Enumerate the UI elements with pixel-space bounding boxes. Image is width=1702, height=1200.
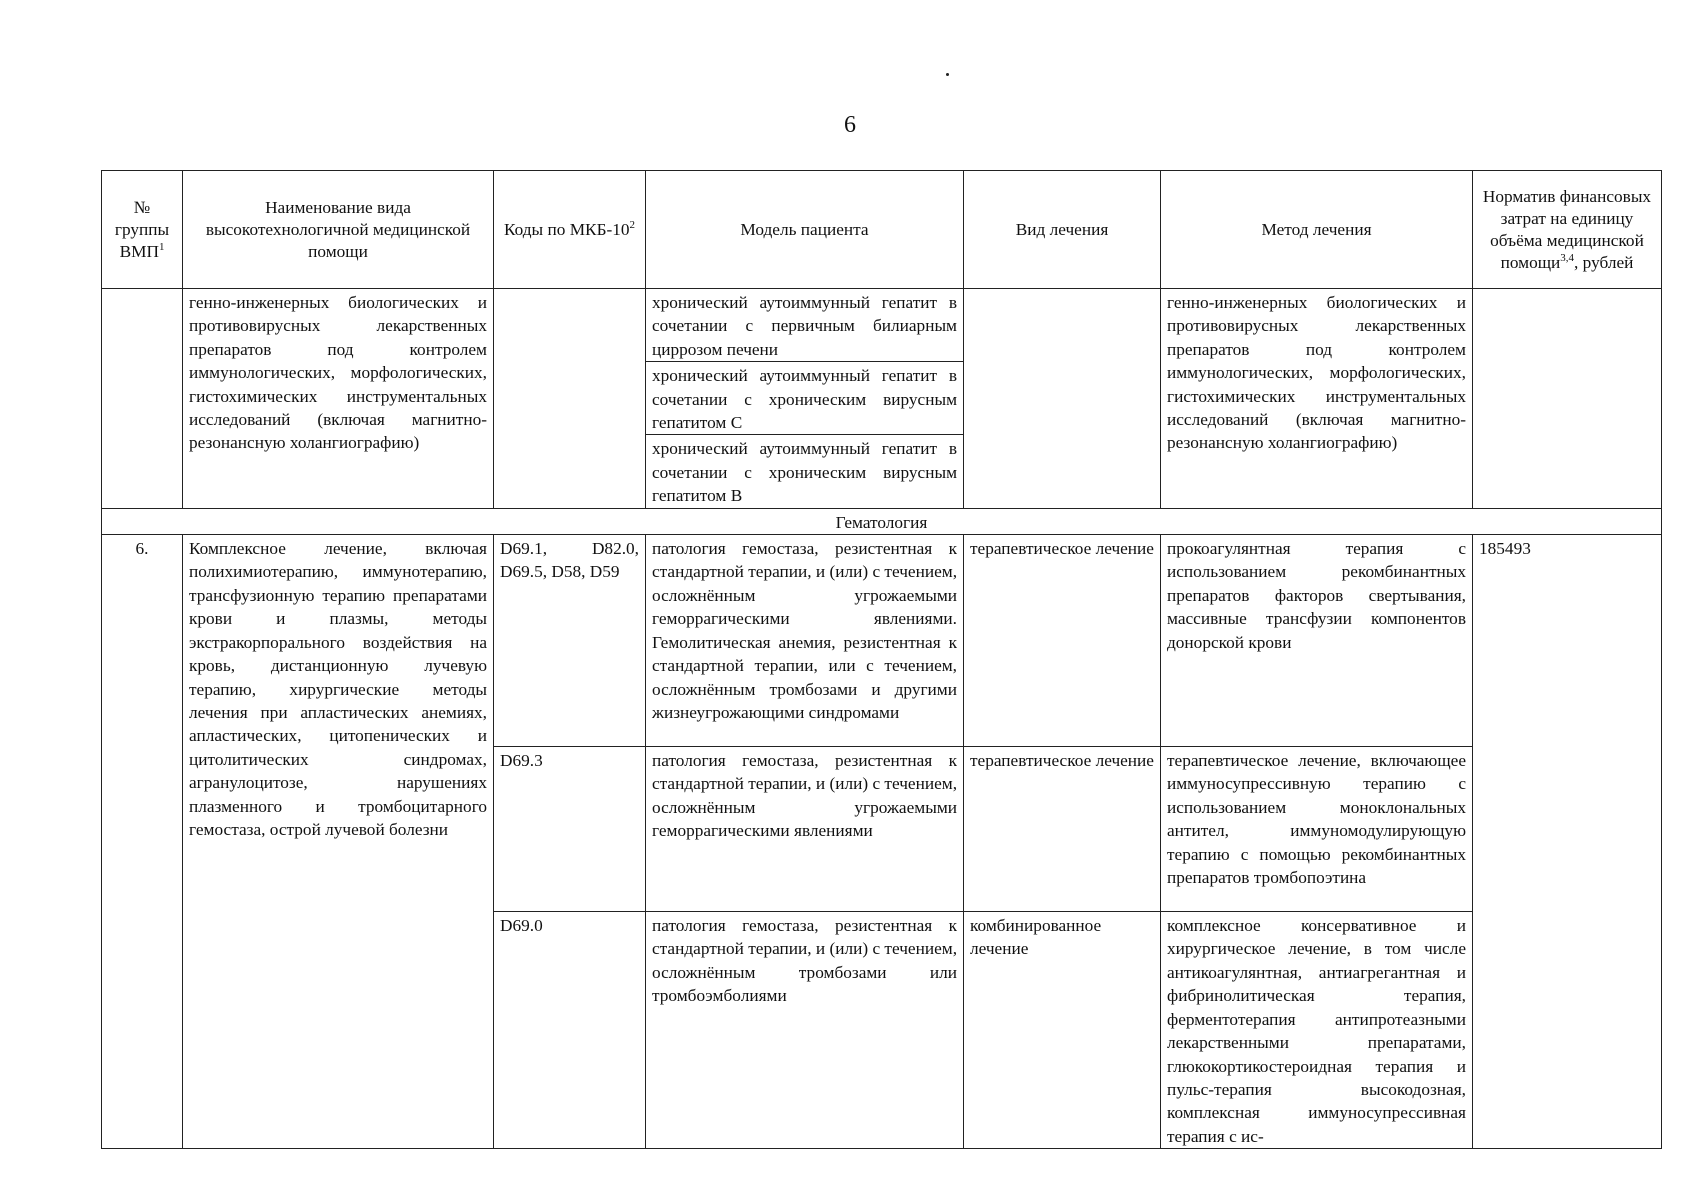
header-norm <box>1473 171 1662 289</box>
header-group-no-sup: 1 <box>158 240 165 253</box>
header-codes-text: Коды по МКБ-10 <box>503 219 630 239</box>
header-patient-model: Модель пациента <box>646 171 964 289</box>
group-type-2: терапевтическое лечение <box>964 747 1161 912</box>
continued-type-cell <box>964 289 1161 509</box>
group-codes-3: D69.0 <box>494 912 646 1149</box>
group-model-1: патология гемостаза, резистентная к стандартной терапии, и (или) с течением, осложнённым угрожаемыми геморрагическими явлениями. Гемолитическая анемия, резистентная к стандартной терапии, или с течением, осложнённым тромбозами и другими жизнеугрожающими синдромами <box>646 535 964 747</box>
continued-model-3: хронический аутоиммунный гепатит в сочетании с хроническим вирусным гепатитом В <box>646 435 964 508</box>
continued-name-cell: генно-инженерных биологических и противовирусных лекарственных препаратов под контролем иммунологических, морфологических, гистохимических инструментальных исследований (включая магнитно-резонансную холангиографию) <box>183 289 494 509</box>
group-number: 6. <box>102 535 183 1149</box>
group-type-1: терапевтическое лечение <box>964 535 1161 747</box>
header-norm-tail: , рублей <box>1574 252 1634 272</box>
group-method-1: прокоагулянтная терапия с использованием рекомбинантных препаратов факторов свертывания, массивные трансфузии компонентов донорской крови <box>1161 535 1473 747</box>
header-codes-sup: 2 <box>629 218 636 231</box>
header-group-no-text: № группы ВМП <box>114 197 170 261</box>
header-norm-text: Норматив финансовых затрат на единицу объёма медицинской помощи <box>1482 186 1652 272</box>
group-type-3: комбинированное лечение <box>964 912 1161 1149</box>
continued-method-cell: генно-инженерных биологических и противовирусных лекарственных препаратов под контролем иммунологических, морфологических, гистохимических инструментальных исследований (включая магнитно-резонансную холангиографию) <box>1161 289 1473 509</box>
group-name: Комплексное лечение, включая полихимиотерапию, иммунотерапию, трансфузионную терапию препаратами крови и плазмы, методы экстракорпорального воздействия на кровь, дистанционную лучевую терапию, хирургические методы лечения при апластических анемиях, апластических, цитопенических и цитолитических синдромах, агранулоцитозе, нарушениях плазменного и тромбоцитарного гемостаза, острой лучевой болезни <box>183 535 494 1149</box>
continued-norm-cell <box>1473 289 1662 509</box>
group-norm: 185493 <box>1473 535 1662 1149</box>
group-method-3: комплексное консервативное и хирургическое лечение, в том числе антикоагулянтная, антиагрегантная и фибринолитическая терапия, ферментотерапия антипротеазными лекарственными препаратами, глюкокортикостероидная терапия и пульс-терапия высокодозная, комплексная иммуносупрессивная терапия с ис- <box>1161 912 1473 1149</box>
group-model-2: патология гемостаза, резистентная к стандартной терапии, и (или) с течением, осложнённым угрожаемыми геморрагическими явлениями <box>646 747 964 912</box>
header-group-no <box>102 171 183 289</box>
group-model-3: патология гемостаза, резистентная к стандартной терапии, и (или) с течением, осложнённым тромбозами или тромбоэмболиями <box>646 912 964 1149</box>
group-codes-2: D69.3 <box>494 747 646 912</box>
page-number: 6 <box>844 112 856 138</box>
header-treatment-method: Метод лечения <box>1161 171 1473 289</box>
section-row <box>102 508 1662 534</box>
section-title: Гематология <box>102 508 1662 534</box>
continued-row-1 <box>102 289 1662 362</box>
vmp-table <box>101 170 1662 1149</box>
header-treatment-type: Вид лечения <box>964 171 1161 289</box>
continued-model-2: хронический аутоиммунный гепатит в сочетании с хроническим вирусным гепатитом С <box>646 362 964 435</box>
header-name: Наименование вида высокотехнологичной медицинской помощи <box>183 171 494 289</box>
group-method-2: терапевтическое лечение, включающее иммуносупрессивную терапию с использованием моноклональных антител, иммуномодулирующую терапию с помощью рекомбинантных препаратов тромбопоэтина <box>1161 747 1473 912</box>
header-codes <box>494 171 646 289</box>
group-row-1 <box>102 535 1662 747</box>
header-row <box>102 171 1662 289</box>
continued-group-no-cell <box>102 289 183 509</box>
group-codes-1: D69.1, D82.0, D69.5, D58, D59 <box>494 535 646 747</box>
header-norm-sup: 3,4 <box>1560 251 1575 264</box>
continued-model-1: хронический аутоиммунный гепатит в сочетании с первичным билиарным циррозом печени <box>646 289 964 362</box>
stray-dot-mark <box>946 73 949 76</box>
continued-codes-cell <box>494 289 646 509</box>
